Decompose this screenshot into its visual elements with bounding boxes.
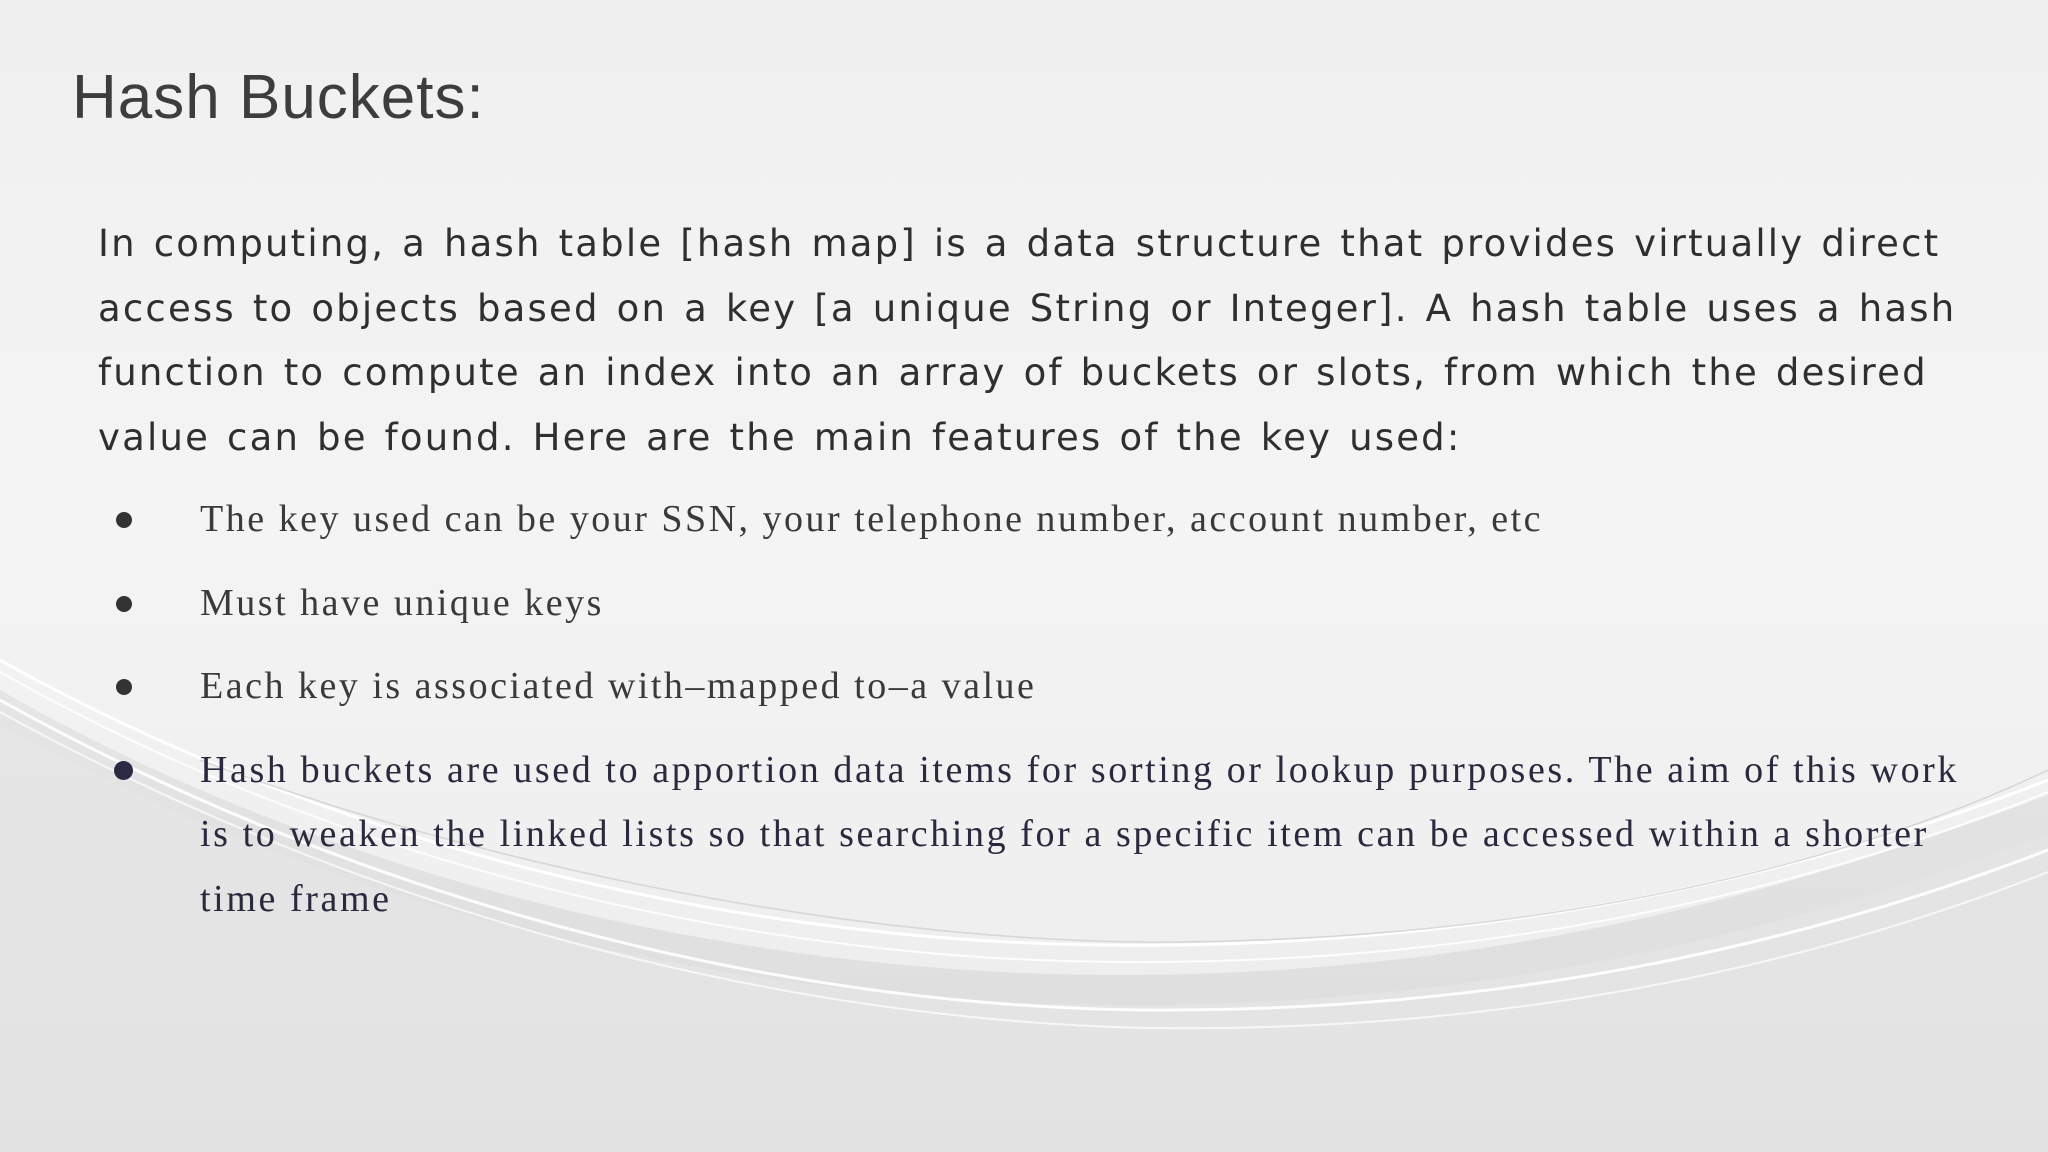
list-item	[0, 738, 1980, 932]
list-item-text: The key used can be your SSN, your telephone number, account number, etc	[200, 498, 1543, 540]
bullet-icon	[116, 679, 132, 695]
bullet-icon	[116, 596, 132, 612]
list-item	[0, 654, 1980, 718]
bullet-icon	[114, 761, 133, 780]
list-item-text: Each key is associated with–mapped to–a value	[200, 665, 1037, 707]
list-item-text: Hash buckets are used to apportion data items for sorting or lookup purposes. The aim of this work is to weaken the linked lists so that searching for a specific item can be accessed within a shorter time frame	[200, 748, 1960, 920]
bullet-icon	[116, 512, 132, 528]
slide-title: Hash Buckets:	[72, 63, 485, 132]
intro-paragraph: In computing, a hash table [hash map] is a data structure that provides virtually direct access to objects based on a key [a unique String or Integer]. A hash table uses a hash function to compute an index into an array of buckets or slots, from which the desired value can be found. Here are the main features of the key used:	[98, 222, 1957, 459]
list-item-text: Must have unique keys	[200, 581, 604, 624]
list-item	[0, 571, 1980, 635]
features-list	[0, 487, 1980, 931]
list-item	[0, 487, 1980, 551]
